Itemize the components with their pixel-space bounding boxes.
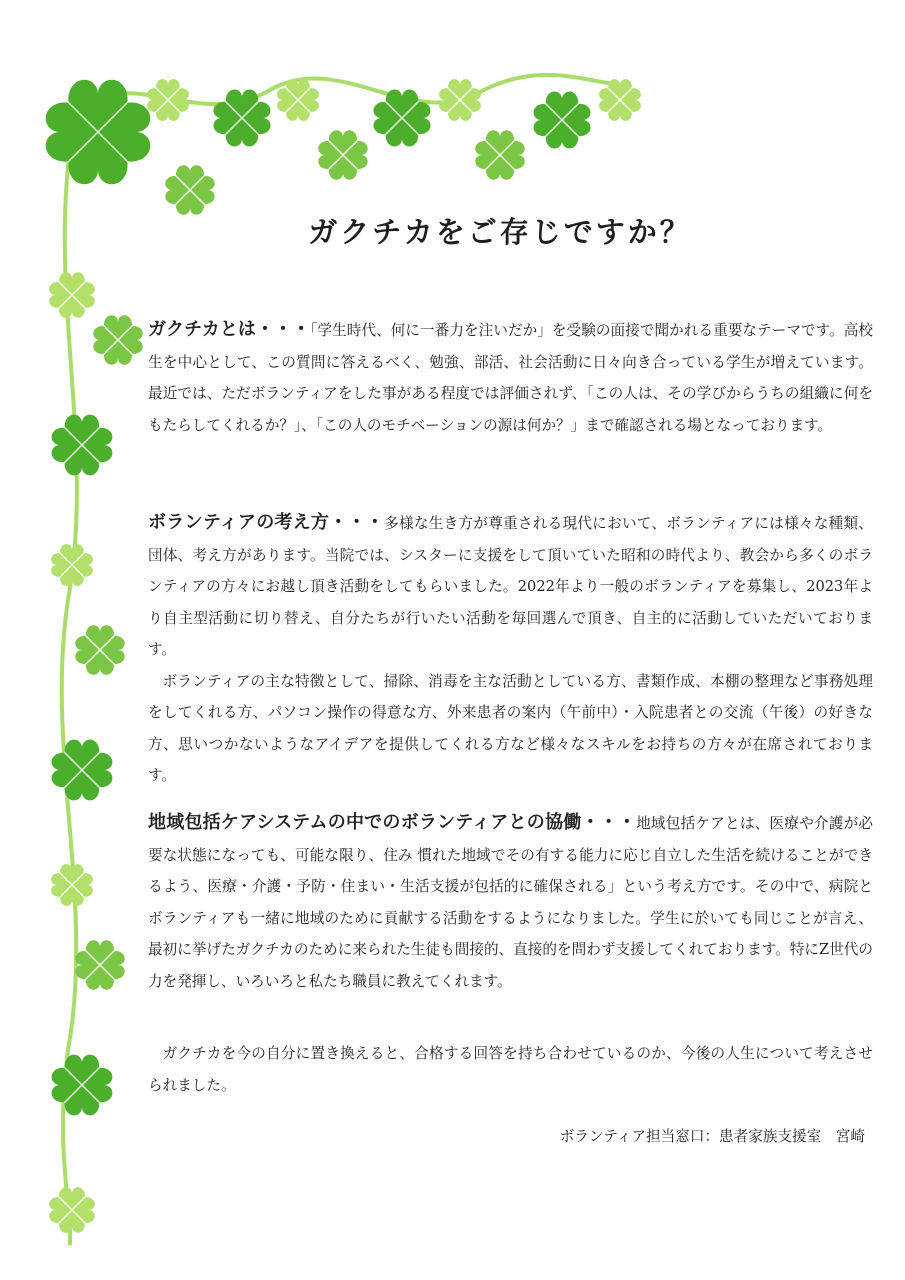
clover-icon: [49, 272, 95, 318]
section-paragraph: [148, 314, 873, 441]
clover-icon: [52, 740, 113, 801]
clover-icon: [93, 315, 142, 364]
section-body: ボランティアの主な特徴として、掃除、消毒を主な活動としている方、書類作成、本棚の整理など事務処理をしてくれる方、パソコン操作の得意な方、外来患者の案内（午前中）・入院患者との交流（午後）の好きな方、思いつかないようなアイデアを提供してくれる方など様々なスキルをお持ちの方々が在席されております。: [148, 672, 873, 784]
section-paragraph: [148, 507, 873, 666]
clover-icon: [165, 165, 214, 214]
section-paragraph: [148, 807, 873, 997]
clover-icon: [51, 864, 93, 906]
clover-icon: [318, 130, 367, 179]
clover-icon: [374, 90, 431, 147]
section-heading: ガクチカとは・・・: [148, 319, 311, 340]
clover-icon: [51, 544, 93, 586]
clover-icon: [75, 625, 124, 674]
closing-text: ガクチカを今の自分に置き換えると、合格する回答を持ち合わせているのか、今後の人生について考えさせられました。: [148, 1045, 873, 1094]
section-heading: ボランティアの考え方・・・: [148, 512, 385, 533]
clover-icon: [49, 1187, 95, 1233]
signature: ボランティア担当窓口：患者家族支援室 宮崎: [559, 1128, 865, 1145]
clover-icon: [534, 92, 591, 149]
section-volunteer-thinking: [148, 507, 873, 792]
page-title: ガクチカをご存じですか？: [308, 215, 692, 249]
closing-paragraph: [148, 1038, 873, 1101]
clover-icon: [52, 1055, 113, 1116]
clover-icon: [75, 940, 124, 989]
clover-icon: [439, 79, 481, 121]
section-body: 地域包括ケアとは、医療や介護が必要な状態になっても、可能な限り、住み 慣れた地域でその有する能力に応じ自立した生活を続けることができるよう、医療・介護・予防・住まい・生活支援が包括的に確保される」という考え方です。その中で、病院とボランティアも一緒に地域のために貢献する活動をするようになりました。学生に於いても同じことが言え、最初に挙げたガクチカのために来られた生徒も間接的、直接的を問わず支援してくれております。特にZ世代の力を発揮し、いろいろと私たち職員に教えてくれます。: [148, 815, 873, 990]
section-body: 多様な生き方が尊重される現代において、ボランティアには様々な種類、団体、考え方があります。当院では、シスターに支援をして頂いていた昭和の時代より、教会から多くのボランティアの方々にお越し頂き活動をしてもらいました。2022年より一般のボランティアを募集し、2023年より自主型活動に切り替え、自分たちが行いたい活動を毎回選んで頂き、自主的に活動していただいております。: [148, 515, 874, 658]
section-community-care: [148, 807, 873, 997]
clover-icon: [214, 90, 271, 147]
section-heading: 地域包括ケアシステムの中でのボランティアとの協働・・・: [148, 812, 637, 833]
clover-icon: [147, 79, 189, 121]
clover-icon: [599, 79, 641, 121]
section-gakuchika: [148, 314, 873, 441]
section-body: 「学生時代、何に一番力を注いだか」を受験の面接で聞かれる重要なテーマです。高校生を中心として、この質問に答えるべく、勉強、部活、社会活動に日々向き合っている学生が増えています。最近では、ただボランティアをした事がある程度では評価されず、「この人は、その学びからうちの組織に何をもたらしてくれるか？」、「この人のモチベーションの源は何か？」まで確認される場となっております。: [148, 322, 873, 434]
clover-icon: [52, 415, 113, 476]
clover-icon: [475, 130, 524, 179]
